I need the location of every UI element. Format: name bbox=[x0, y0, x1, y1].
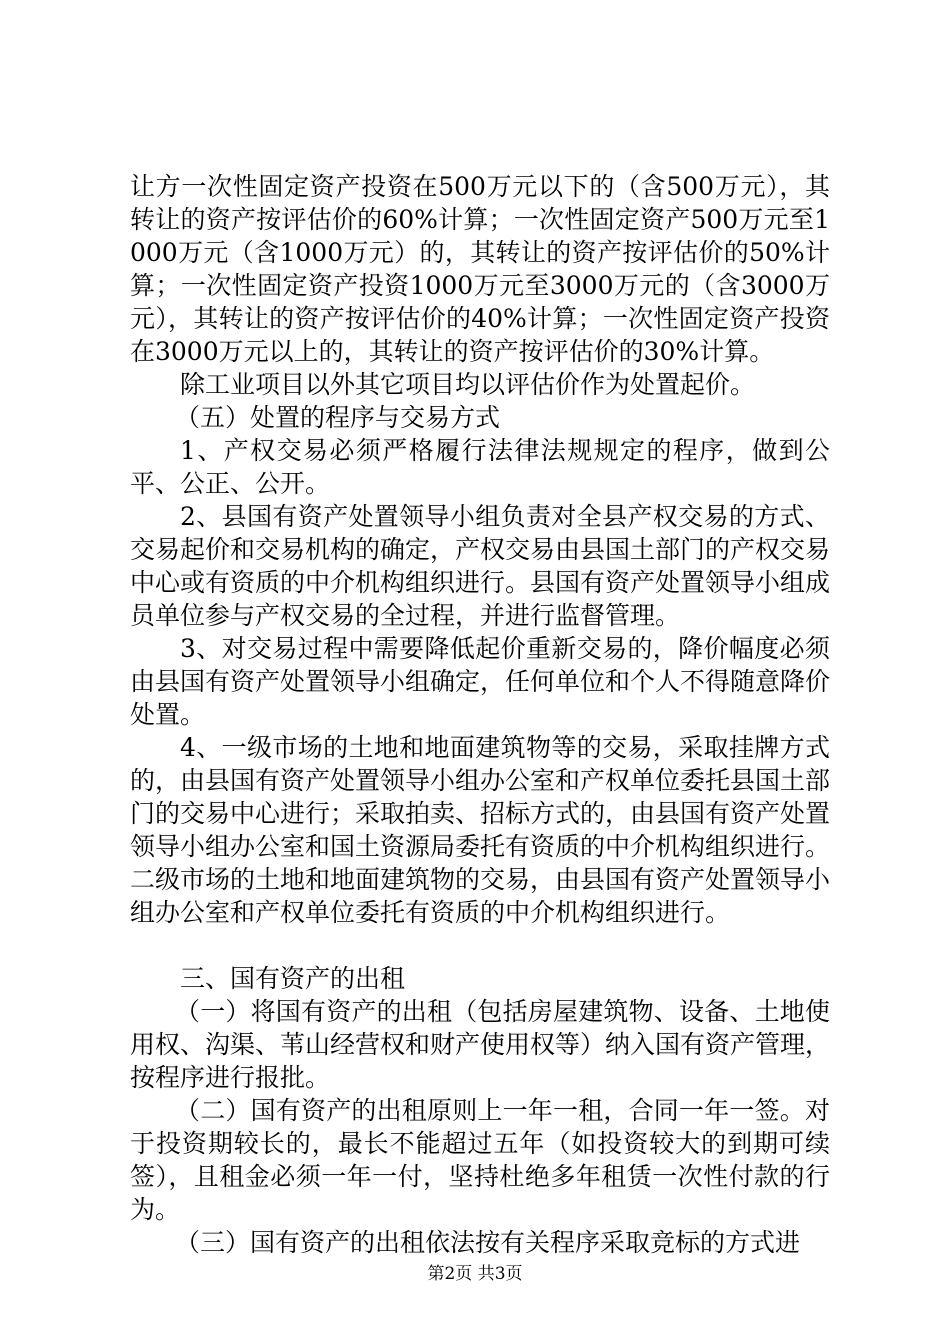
paragraph-item-3: 3、对交易过程中需要降低起价重新交易的，降价幅度必须由县国有资产处置领导小组确定，任何单位和个人不得随意降价处置。 bbox=[130, 634, 831, 729]
paragraph-item-2: 2、县国有资产处置领导小组负责对全县产权交易的方式、交易起价和交易机构的确定，产权交易由县国土部门的产权交易中心或有资质的中介机构组织进行。县国有资产处置领导小组成员单位参与产权交易的全过程，并进行监督管理。 bbox=[130, 502, 831, 630]
paragraph-leasing-2: （二）国有资产的出租原则上一年一租，合同一年一签。对于投资期较长的，最长不能超过五年（如投资较大的到期可续签），且租金必须一年一付，坚持杜绝多年租赁一次性付款的行为。 bbox=[130, 1096, 830, 1224]
page-number-footer: 第2页 共3页 bbox=[427, 1264, 523, 1284]
paragraph-item-1: 1、产权交易必须严格履行法律法规规定的程序，做到公平、公正、公开。 bbox=[130, 436, 830, 498]
paragraph-item-4: 4、一级市场的土地和地面建筑物等的交易，采取挂牌方式的，由县国有资产处置领导小组办公室和产权单位委托县国土部门的交易中心进行；采取拍卖、招标方式的，由县国有资产处置领导小组办公室和国土资源局委托有资质的中介机构组织进行。二级市场的土地和地面建筑物的交易，由县国有资产处置领导小组办公室和产权单位委托有资质的中介机构组织进行。 bbox=[130, 733, 831, 927]
paragraph-spacer bbox=[130, 929, 830, 962]
paragraph-leasing-1: （一）将国有资产的出租（包括房屋建筑物、设备、土地使用权、沟渠、苇山经营权和财产使用权等）纳入国有资产管理，按程序进行报批。 bbox=[130, 997, 831, 1092]
paragraph-other-projects: 除工业项目以外其它项目均以评估价作为处置起价。 bbox=[180, 370, 756, 399]
section-heading-procedure: （五）处置的程序与交易方式 bbox=[175, 403, 501, 432]
section-heading-leasing: 三、国有资产的出租 bbox=[180, 964, 406, 993]
document-body bbox=[130, 170, 830, 1259]
paragraph-leasing-3: （三）国有资产的出租依法按有关程序采取竞标的方式进 bbox=[175, 1228, 801, 1257]
paragraph-transfer-pricing: 让方一次性固定资产投资在500万元以下的（含500万元），其转让的资产按评估价的60%计算；一次性固定资产500万元至1000万元（含1000万元）的，其转让的资产按评估价的50%计算；一次性固定资产投资1000万元至3000万元的（含3000万元），其转让的资产按评估价的40%计算；一次性固定资产投资在3000万元以上的，其转让的资产按评估价的30%计算。 bbox=[130, 172, 830, 366]
